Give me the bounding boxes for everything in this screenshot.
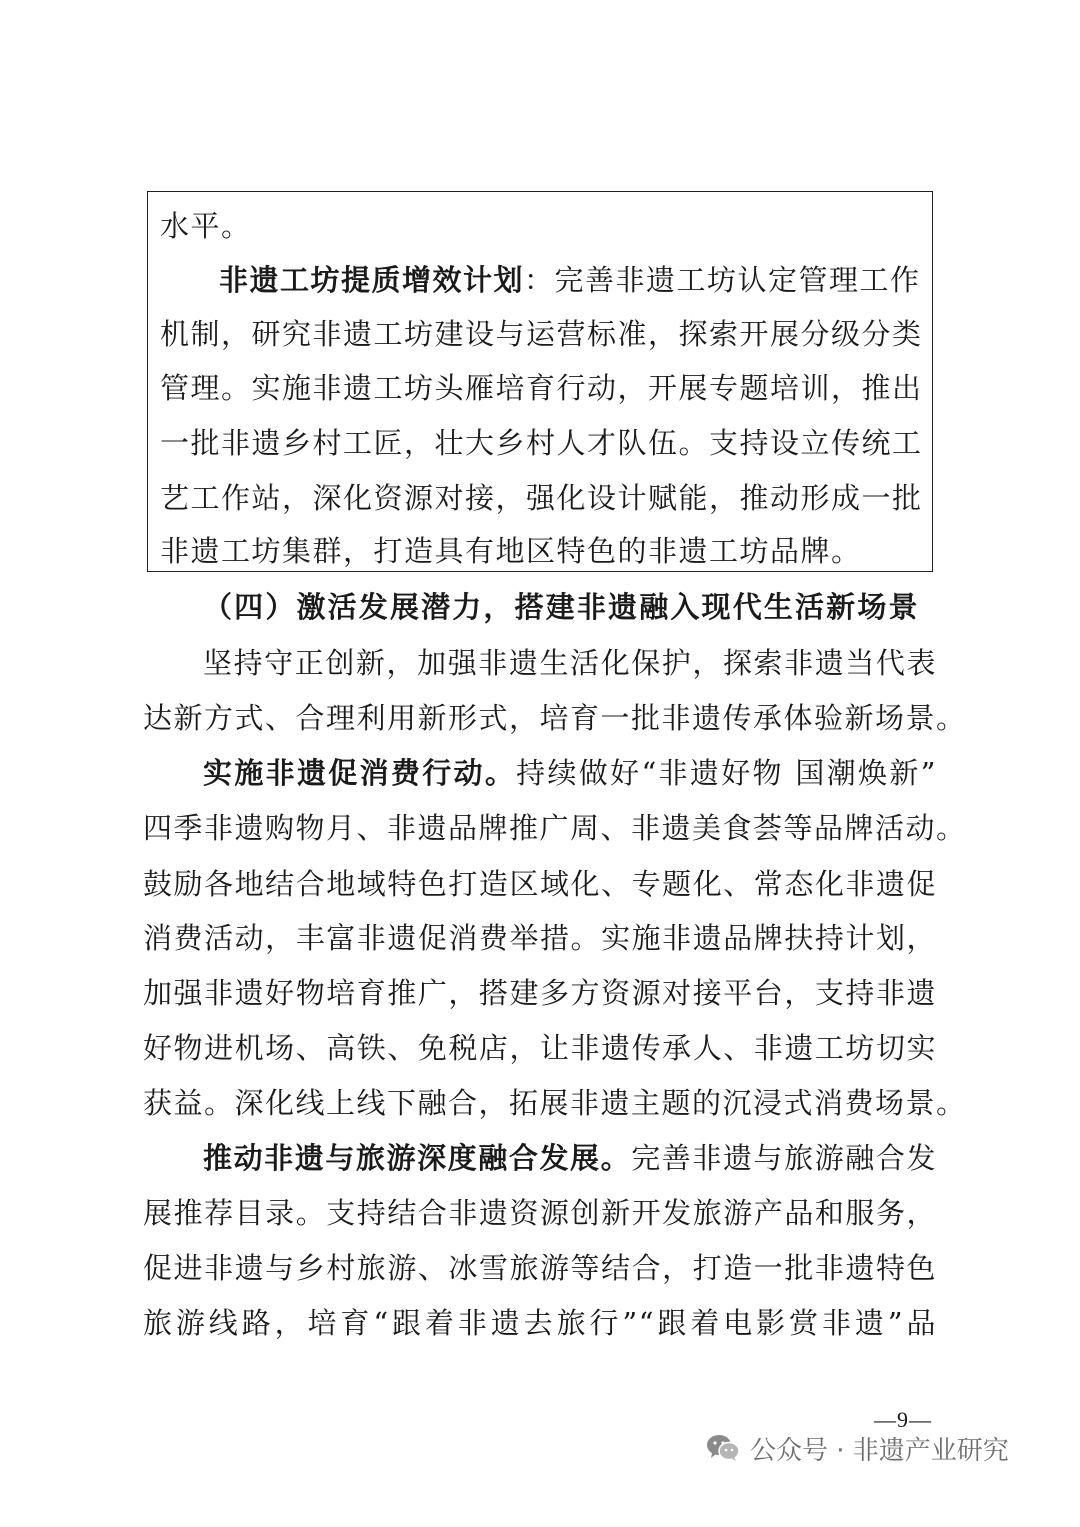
- box-line-1: 水平。: [160, 209, 252, 243]
- box-line-7: 非遗工坊集群，打造具有地区特色的非遗工坊品牌。: [160, 534, 862, 568]
- paragraph3-heading: 推动非遗与旅游深度融合发展。: [203, 1141, 632, 1175]
- paragraph2-line-2: 四季非遗购物月、非遗品牌推广周、非遗美食荟等品牌活动。: [143, 811, 967, 845]
- box-line-3: 机制，研究非遗工坊建设与运营标准，探索开展分级分类: [160, 317, 923, 351]
- box-line-5: 一批非遗乡村工匠，壮大乡村人才队伍。支持设立传统工: [160, 426, 923, 460]
- watermark-text: 公众号 · 非遗产业研究: [750, 1435, 1009, 1466]
- paragraph2-line-1-tail: 持续做好“非遗好物 国潮焕新”: [516, 756, 937, 790]
- watermark: [706, 1428, 1009, 1468]
- box-line-4: 管理。实施非遗工坊头雁培育行动，开展专题培训，推出: [160, 371, 923, 405]
- box-heading: 非遗工坊提质增效计划: [219, 263, 525, 297]
- paragraph1-line-2: 达新方式、合理利用新形式，培育一批非遗传承体验新场景。: [143, 701, 967, 735]
- paragraph3-line-3: 促进非遗与乡村旅游、冰雪旅游等结合，打造一批非遗特色: [143, 1251, 937, 1285]
- paragraph2-line-4: 消费活动，丰富非遗促消费举措。实施非遗品牌扶持计划，: [143, 921, 937, 955]
- box-line-2: [219, 262, 919, 298]
- box-line-6: 艺工作站，深化资源对接，强化设计赋能，推动形成一批: [160, 481, 923, 515]
- wechat-icon: [706, 1434, 740, 1462]
- paragraph3-line-1: [203, 1140, 937, 1176]
- page-number: —9—: [874, 1407, 932, 1432]
- section-heading: （四）激活发展潜力，搭建非遗融入现代生活新场景: [203, 590, 919, 624]
- paragraph2-line-6: 好物进机场、高铁、免税店，让非遗传承人、非遗工坊切实: [143, 1031, 937, 1065]
- paragraph2-line-3: 鼓励各地结合地域特色打造区域化、专题化、常态化非遗促: [143, 867, 937, 901]
- paragraph2-line-7: 获益。深化线上线下融合，拓展非遗主题的沉浸式消费场景。: [143, 1086, 967, 1120]
- paragraph3-line-2: 展推荐目录。支持结合非遗资源创新开发旅游产品和服务，: [143, 1196, 937, 1230]
- paragraph2-heading: 实施非遗促消费行动。: [203, 756, 517, 790]
- paragraph3-line-1-tail: 完善非遗与旅游融合发: [631, 1141, 937, 1175]
- paragraph2-line-1: [203, 755, 937, 791]
- paragraph2-line-5: 加强非遗好物培育推广，搭建多方资源对接平台，支持非遗: [143, 976, 937, 1010]
- box-line-2-tail: ：完善非遗工坊认定管理工作: [524, 263, 921, 297]
- paragraph1-line-1: 坚持守正创新，加强非遗生活化保护，探索非遗当代表: [203, 646, 937, 680]
- paragraph3-line-4: 旅游线路，培育“跟着非遗去旅行”“跟着电影赏非遗”品: [143, 1306, 937, 1340]
